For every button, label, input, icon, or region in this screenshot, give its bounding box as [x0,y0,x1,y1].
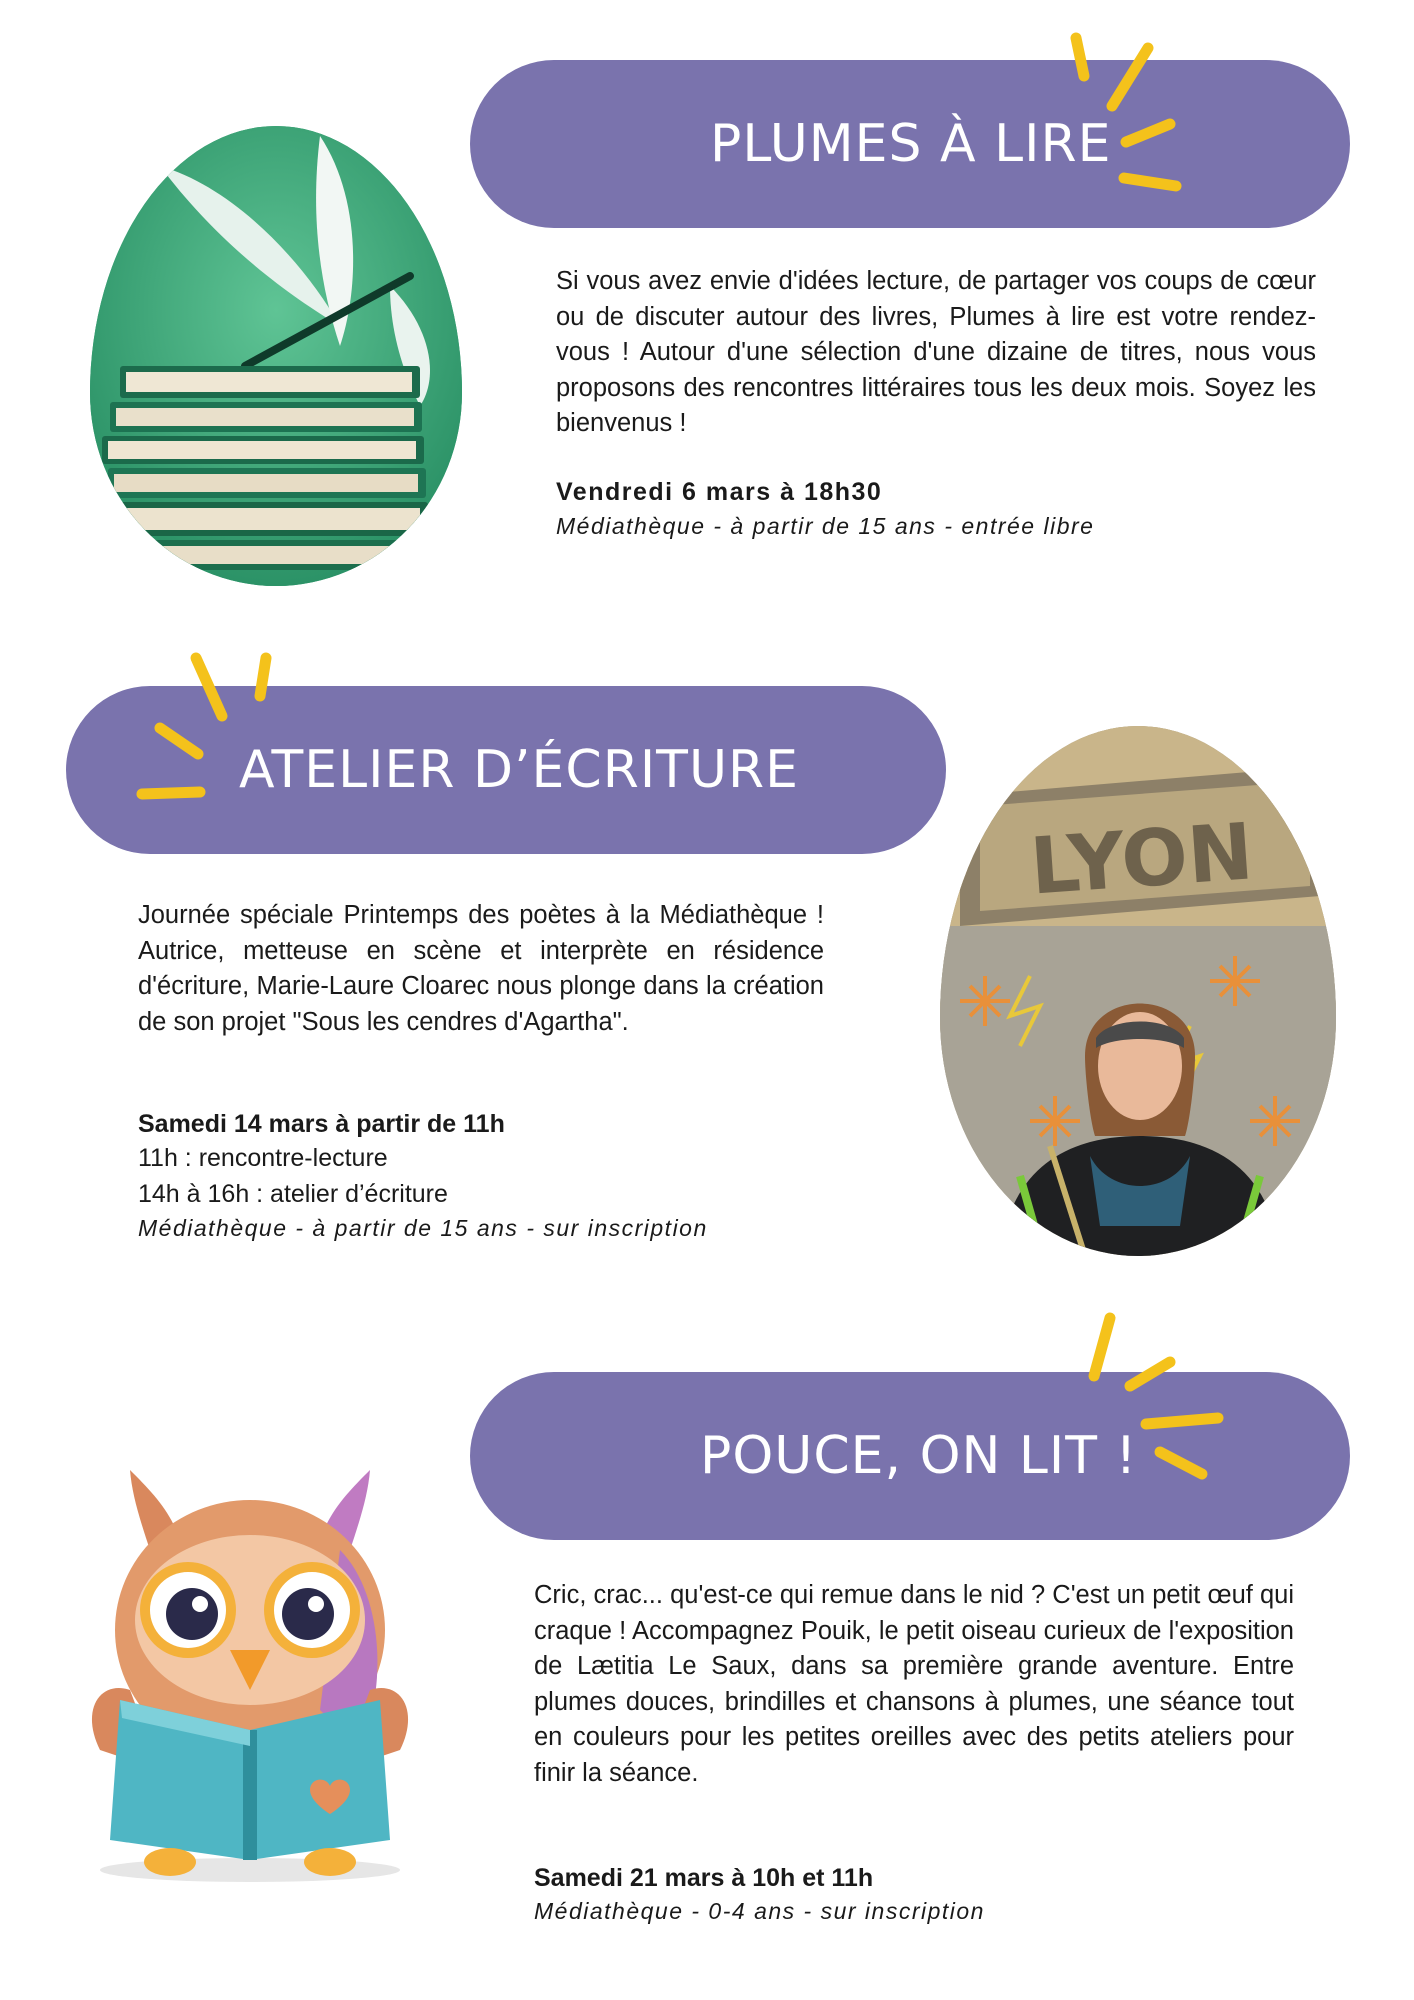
event-info: Médiathèque - à partir de 15 ans - entrée libre [556,513,1095,539]
portrait-photo [940,726,1336,1256]
feather-books-photo [90,126,462,586]
section-title: POUCE, ON LIT ! [700,1426,1138,1486]
section-title-banner [470,60,1350,228]
sparkle-decoration-icon [130,648,290,808]
event-date: Vendredi 6 mars à 18h30 [556,478,883,506]
event-info: Médiathèque - 0-4 ans - sur inscription [534,1898,985,1924]
section-title: ATELIER D’ÉCRITURE [239,740,799,800]
section-title: PLUMES À LIRE [710,114,1112,174]
owl-reading-illustration [60,1450,440,1890]
event-date: Samedi 21 mars à 10h et 11h [534,1864,874,1892]
graffiti-lettering: LYON [1027,807,1256,913]
event-date: Samedi 14 mars à partir de 11h [138,1110,505,1138]
sparkle-decoration-icon [1080,1306,1230,1496]
event-info: Médiathèque - à partir de 15 ans - sur inscription [138,1215,708,1241]
schedule-item: 14h à 16h : atelier d’écriture [138,1180,448,1208]
section-description: Cric, crac... qu'est-ce qui remue dans le nid ? C'est un petit œuf qui craque ! Accompagnez Pouik, le petit oiseau curieux de l'exposition de Lætitia Le Saux, dans sa première grande aventure. Entre plumes douces, brindilles et chansons à plumes, une séance tout en couleurs pour les petites oreilles avec des petits ateliers pour finir la séance. [534,1581,1294,1787]
schedule-item: 11h : rencontre-lecture [138,1144,388,1172]
section-description: Journée spéciale Printemps des poètes à la Médiathèque ! Autrice, metteuse en scène et interprète en résidence d'écriture, Marie-Laure Cloarec nous plonge dans la création de son projet "Sous les cendres d'Agartha". [138,901,824,1036]
sparkle-decoration-icon [1060,28,1200,208]
section-description: Si vous avez envie d'idées lecture, de partager vos coups de cœur ou de discuter autour des livres, Plumes à lire est votre rendez-vous ! Autour d'une sélection d'une dizaine de titres, nous vous proposons des rencontres littéraires tous les deux mois. Soyez les bienvenus ! [556,267,1316,437]
